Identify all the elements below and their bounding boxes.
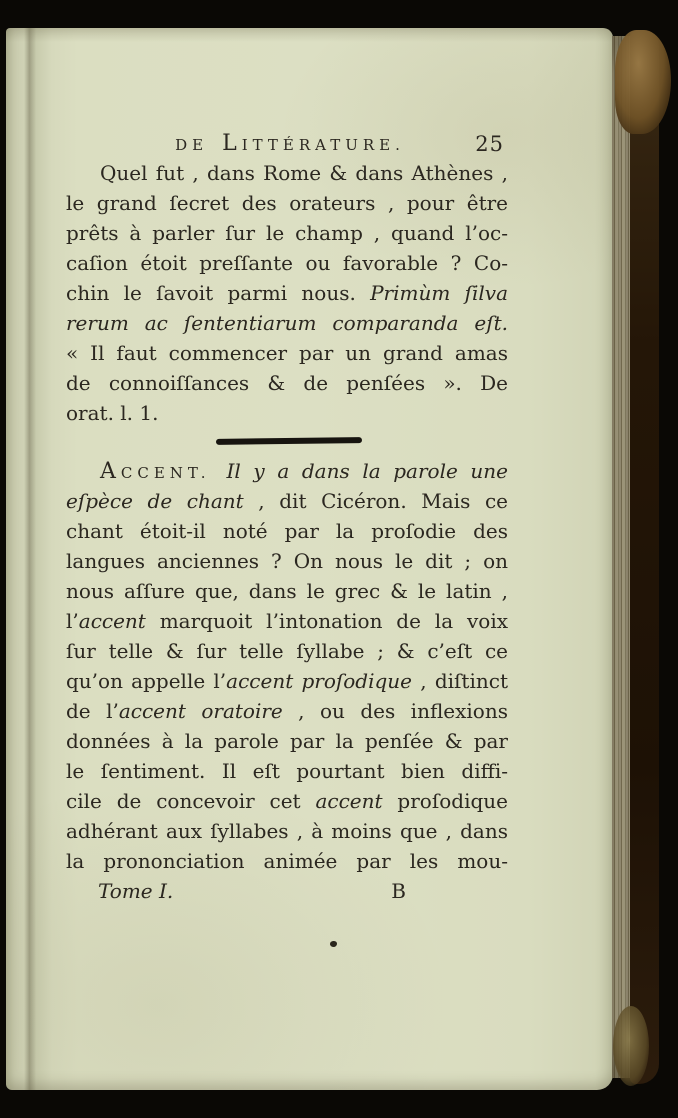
text-segment: orat. l. 1. (66, 401, 159, 425)
tome-label: Tome I. (98, 879, 174, 903)
text-segment: Primùm ſilva (370, 281, 508, 305)
page-heading (169, 128, 405, 160)
text-line (66, 456, 508, 486)
page-edge-stack (612, 36, 632, 1078)
text-segment: CCENT. (120, 464, 227, 482)
text-line (66, 666, 508, 696)
text-segment: accent proſodique (226, 669, 413, 693)
paragraph-accent (66, 456, 508, 876)
text-segment: prêts à parler ſur le champ , quand l’oc- (66, 221, 508, 245)
text-line (66, 248, 508, 278)
text-line (66, 218, 508, 248)
text-segment: accent oratoire (118, 699, 283, 723)
page-gutter-shadow (24, 28, 36, 1090)
text-segment: nous aſſure que, dans le grec & le latin , (66, 579, 508, 603)
text-segment: langues anciennes ? On nous le dit ; on (66, 549, 508, 573)
signature-letter: B (391, 879, 406, 903)
text-segment: cile de concevoir cet (66, 789, 316, 813)
text-line (66, 486, 508, 516)
text-segment: de l’ (66, 699, 119, 723)
page-number: 25 (475, 132, 504, 156)
text-line (66, 786, 508, 816)
book-page (6, 28, 613, 1090)
text-line (66, 398, 508, 428)
text-line (66, 636, 508, 666)
text-segment: , diſtinct (412, 669, 508, 693)
text-line (66, 338, 508, 368)
text-segment: adhérant aux ſyllabes , à moins que , dans (66, 819, 508, 843)
text-line (66, 546, 508, 576)
paragraph-oratory (66, 158, 508, 428)
section-divider (216, 437, 362, 445)
text-line (66, 188, 508, 218)
page-content (66, 128, 508, 906)
ink-spot (330, 941, 337, 947)
text-line (66, 576, 508, 606)
page-header (66, 128, 508, 158)
text-segment: eſpèce de chant (66, 489, 244, 513)
text-segment: accent (78, 609, 146, 633)
text-line (66, 516, 508, 546)
binding-blob-bottom (613, 1006, 649, 1086)
text-line (66, 726, 508, 756)
text-segment: de connoiſſances & de penſées ». De (66, 371, 508, 395)
text-segment: ITTÉRATURE. (241, 136, 405, 154)
text-segment: caſion étoit preſſante ou favorable ? Co- (66, 251, 508, 275)
text-line (66, 606, 508, 636)
text-segment: , dit Cicéron. Mais ce (243, 489, 508, 513)
text-segment: Il y a dans la parole une (226, 459, 509, 483)
text-line (66, 846, 508, 876)
text-segment: , ou des inflexions (282, 699, 508, 723)
text-segment: le ſentiment. Il eſt pourtant bien diffi- (66, 759, 508, 783)
text-line (66, 308, 508, 338)
text-line (66, 368, 508, 398)
binding-blob-top (615, 30, 671, 134)
page-footer (66, 876, 508, 906)
text-segment: données à la parole par la penſée & par (66, 729, 508, 753)
text-segment: marquoit l’intonation de la voix (145, 609, 508, 633)
text-segment: rerum ac ſententiarum comparanda eſt. (66, 311, 508, 335)
text-segment: chin le ſavoit parmi nous. (66, 281, 371, 305)
binding-edge (630, 30, 659, 1084)
text-line (66, 816, 508, 846)
text-segment: ſur telle & ſur telle ſyllabe ; & c’eſt ce (66, 639, 508, 663)
text-segment: accent (315, 789, 383, 813)
text-segment: A (100, 459, 121, 484)
text-segment: Quel fut , dans Rome & dans Athènes , (100, 161, 508, 185)
text-segment: « Il faut commencer par un grand amas (66, 341, 508, 365)
text-segment: L (222, 131, 242, 156)
text-segment: proſodique (382, 789, 508, 813)
text-segment: DE (175, 136, 209, 154)
text-line (66, 278, 508, 308)
text-segment: le grand ſecret des orateurs , pour être (66, 191, 508, 215)
text-line (66, 696, 508, 726)
text-segment: l’ (66, 609, 79, 633)
text-segment: la prononciation animée par les mou- (66, 849, 508, 873)
text-segment: chant étoit-il noté par la proſodie des (66, 519, 508, 543)
text-segment: qu’on appelle l’ (66, 669, 227, 693)
text-line (66, 158, 508, 188)
paragraphs-container (66, 158, 508, 876)
text-line (66, 756, 508, 786)
